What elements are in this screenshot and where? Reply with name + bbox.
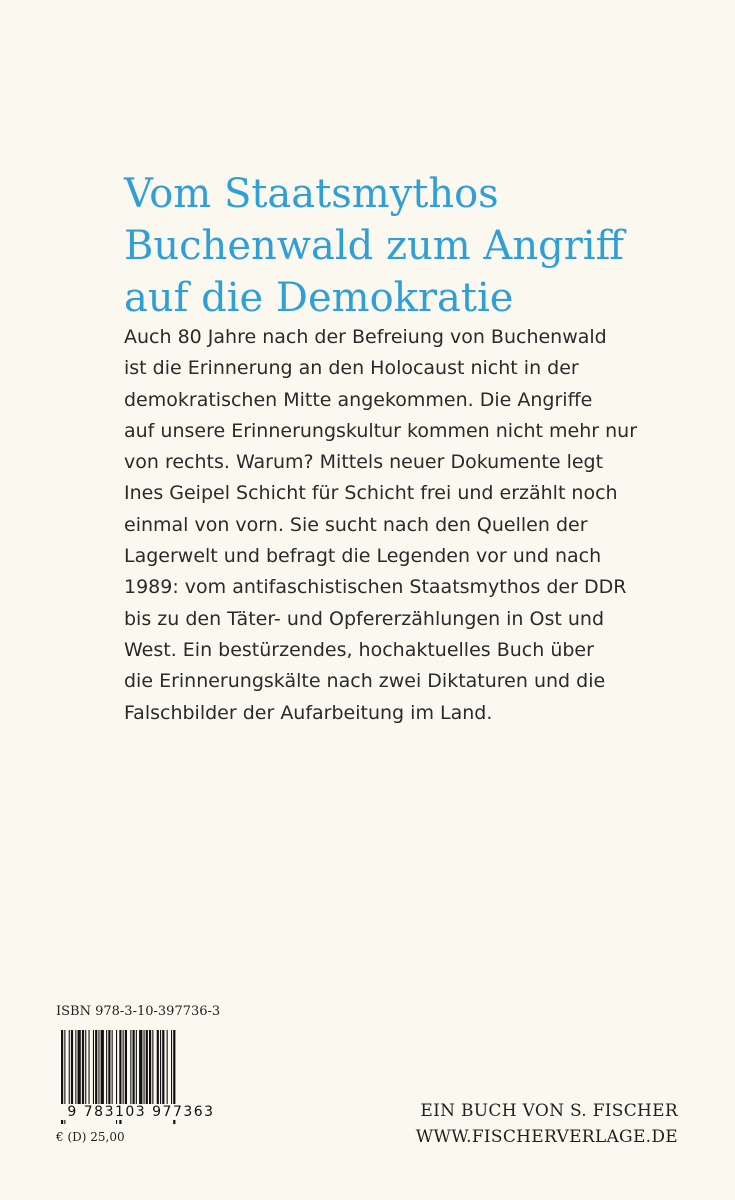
barcode-bar (139, 1030, 142, 1106)
blurb-line: demokratischen Mitte angekommen. Die Angriffe (124, 388, 593, 411)
isbn-label: ISBN 978-3-10-397736-3 (56, 1004, 221, 1019)
blurb-line: von rechts. Warum? Mittels neuer Dokumente legt (124, 451, 604, 474)
publisher-info (416, 1098, 678, 1150)
barcode-bar (108, 1030, 110, 1106)
barcode-bar (157, 1030, 159, 1106)
blurb-line: Auch 80 Jahre nach der Befreiung von Buchenwald (124, 326, 607, 348)
barcode-bar (112, 1030, 113, 1106)
blurb-line: einmal von vorn. Sie sucht nach den Quellen der (124, 513, 588, 536)
barcode-digits: 9 783103 977363 (55, 1104, 227, 1120)
barcode-bar (149, 1030, 151, 1106)
barcode-bar (171, 1030, 172, 1106)
blurb-line: West. Ein bestürzendes, hochaktuelles Buch über (124, 638, 594, 661)
barcode-bar (93, 1030, 94, 1106)
blurb-line: 1989: vom antifaschistischen Staatsmythos der DDR (124, 576, 627, 599)
barcode-bar (82, 1030, 84, 1106)
blurb-line: Falschbilder der Aufarbeitung im Land. (124, 701, 493, 724)
blurb-line: Ines Geipel Schicht für Schicht frei und erzählt noch (124, 482, 618, 505)
barcode-bar (106, 1030, 107, 1106)
barcode-bar (101, 1030, 104, 1106)
barcode-bar (136, 1030, 137, 1106)
title-line: Vom Staatsmythos (124, 171, 499, 217)
barcode-bar (71, 1030, 73, 1106)
barcode-bar (133, 1030, 135, 1106)
barcode-bar (162, 1030, 164, 1106)
price-label: € (D) 25,00 (56, 1130, 125, 1144)
barcode-bar (160, 1030, 161, 1106)
barcode-bar (123, 1030, 124, 1106)
barcode-bar (98, 1030, 99, 1106)
barcode-bar (125, 1030, 127, 1106)
barcode-bar (89, 1030, 90, 1106)
barcode-bar (152, 1030, 153, 1106)
title-line: Buchenwald zum Angriff (124, 223, 625, 269)
blurb-line: die Erinnerungskälte nach zwei Diktaturen und die (124, 670, 606, 693)
barcode-bar (146, 1030, 148, 1106)
barcode-bar (95, 1030, 97, 1106)
blurb-text (124, 322, 714, 729)
barcode-bar (78, 1030, 81, 1106)
blurb-line: ist die Erinnerung an den Holocaust nicht in der (124, 357, 579, 380)
barcode-bar (130, 1030, 131, 1106)
barcode-bar (85, 1030, 86, 1106)
barcode-bar (69, 1030, 70, 1106)
book-title (124, 168, 704, 324)
blurb-line: Lagerwelt und befragt die Legenden vor und nach (124, 545, 602, 568)
publisher-line: WWW.FISCHERVERLAGE.DE (415, 1127, 678, 1147)
barcode-bar (144, 1030, 145, 1106)
publisher-line: EIN BUCH VON S. FISCHER (420, 1101, 678, 1121)
barcode-bar (167, 1030, 168, 1106)
blurb-line: auf unsere Erinnerungskultur kommen nicht mehr nur (124, 419, 638, 442)
title-line: auf die Demokratie (124, 275, 514, 321)
barcode-bar (75, 1030, 76, 1106)
blurb-line: bis zu den Täter- und Opfererzählungen in Ost und (124, 607, 605, 630)
